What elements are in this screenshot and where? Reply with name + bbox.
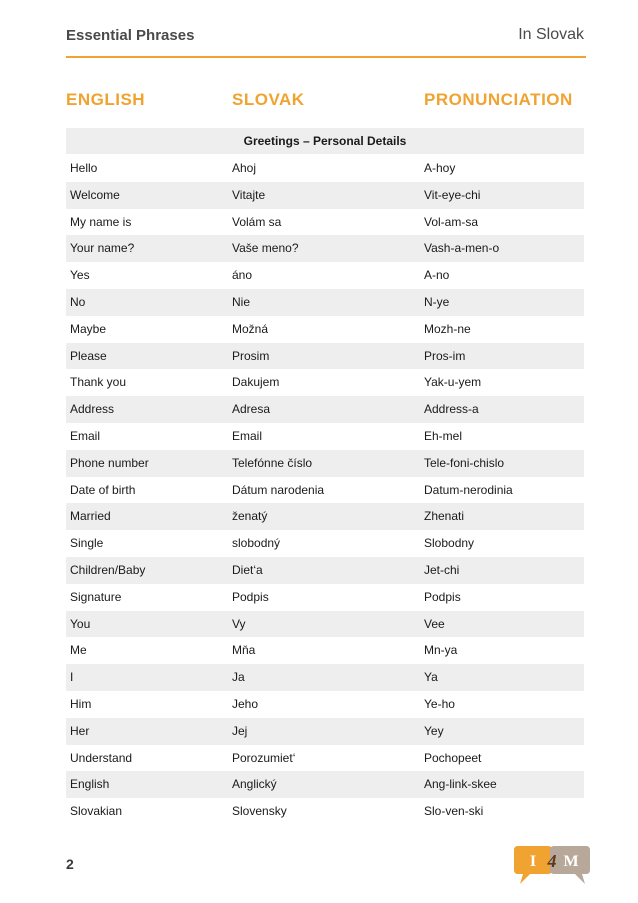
slovak-cell: Nie <box>232 294 251 309</box>
pronunciation-cell: Ya <box>424 670 438 685</box>
english-cell: You <box>70 616 91 631</box>
table-row <box>66 182 584 209</box>
table-row <box>66 637 584 664</box>
table-row <box>66 343 584 370</box>
slovak-cell: Mňa <box>232 643 256 658</box>
pronunciation-cell: Yey <box>424 723 444 738</box>
slovak-cell: Dakujem <box>232 375 280 390</box>
slovak-cell: Vaše meno? <box>232 241 299 256</box>
pronunciation-cell: Ye-ho <box>424 696 455 711</box>
pronunciation-cell: Mozh-ne <box>424 321 471 336</box>
table-row <box>66 584 584 611</box>
slovak-cell: Možná <box>232 321 269 336</box>
column-heading-pronunciation: PRONUNCIATION <box>424 90 573 109</box>
table-row <box>66 477 584 504</box>
page-number: 2 <box>66 856 74 872</box>
table-row <box>66 611 584 638</box>
slovak-cell: Volám sa <box>232 214 282 229</box>
english-cell: Her <box>70 723 90 738</box>
slovak-cell: Vy <box>232 616 246 631</box>
pronunciation-cell: Podpis <box>424 589 461 604</box>
slovak-cell: Ja <box>232 670 245 685</box>
english-cell: Your name? <box>70 241 135 256</box>
table-row <box>66 664 584 691</box>
slovak-cell: ženatý <box>232 509 268 524</box>
pronunciation-cell: Vash-a-men-o <box>424 241 500 256</box>
slovak-cell: Adresa <box>232 402 271 417</box>
table-row <box>66 316 584 343</box>
pronunciation-cell: Slo-ven-ski <box>424 804 484 819</box>
english-cell: Thank you <box>70 375 127 390</box>
header-divider <box>66 56 586 58</box>
english-cell: Email <box>70 428 101 443</box>
table-row <box>66 691 584 718</box>
slovak-cell: Jeho <box>232 696 259 711</box>
table-row <box>66 530 584 557</box>
english-cell: English <box>70 777 110 792</box>
slovak-cell: Jej <box>232 723 248 738</box>
slovak-cell: Prosim <box>232 348 270 363</box>
pronunciation-cell: A-hoy <box>424 161 456 175</box>
table-row <box>66 209 584 236</box>
english-cell: I <box>70 670 74 685</box>
header-language: In Slovak <box>518 26 584 43</box>
english-cell: Him <box>70 696 92 711</box>
pronunciation-cell: Yak-u-yem <box>424 375 482 390</box>
english-cell: Phone number <box>70 455 149 470</box>
english-cell: Single <box>70 536 104 551</box>
english-cell: Married <box>70 509 111 524</box>
page-header <box>66 22 584 48</box>
slovak-cell: Ahoj <box>232 161 257 175</box>
logo-letter-middle: 4 <box>547 851 557 871</box>
slovak-cell: slobodný <box>232 536 281 551</box>
english-cell: No <box>70 294 86 309</box>
pronunciation-cell: Datum-nerodinia <box>424 482 513 497</box>
pronunciation-cell: Slobodny <box>424 536 475 551</box>
english-cell: My name is <box>70 214 132 229</box>
slovak-cell: Diet‘a <box>232 562 263 577</box>
logo-icon <box>514 842 590 888</box>
english-cell: Date of birth <box>70 482 136 497</box>
table-row <box>66 262 584 289</box>
english-cell: Address <box>70 402 115 417</box>
pronunciation-cell: Pros-im <box>424 348 466 363</box>
table-row <box>66 503 584 530</box>
english-cell: Hello <box>70 161 98 175</box>
english-cell: Children/Baby <box>70 562 146 577</box>
slovak-cell: Dátum narodenia <box>232 482 325 497</box>
table-row <box>66 235 584 262</box>
column-heading-english: ENGLISH <box>66 90 146 109</box>
pronunciation-cell: Vee <box>424 616 445 631</box>
table-row <box>66 557 584 584</box>
slovak-cell: Anglický <box>232 777 277 792</box>
table-row <box>66 369 584 396</box>
pronunciation-cell: Vol-am-sa <box>424 214 479 229</box>
table-row <box>66 396 584 423</box>
pronunciation-cell: Address-a <box>424 402 479 417</box>
slovak-cell: áno <box>232 268 253 283</box>
slovak-cell: Email <box>232 428 263 443</box>
pronunciation-cell: A-no <box>424 268 450 283</box>
table-row <box>66 798 584 825</box>
english-cell: Me <box>70 643 87 658</box>
slovak-cell: Podpis <box>232 589 269 604</box>
english-cell: Slovakian <box>70 804 123 819</box>
pronunciation-cell: Mn-ya <box>424 643 458 658</box>
pronunciation-cell: Vit-eye-chi <box>424 187 481 202</box>
english-cell: Yes <box>70 268 90 283</box>
slovak-cell: Slovensky <box>232 804 287 819</box>
pronunciation-cell: Pochopeet <box>424 750 482 765</box>
section-title: Greetings – Personal Details <box>66 128 584 154</box>
table-row <box>66 289 584 316</box>
slovak-cell: Telefónne číslo <box>232 455 313 470</box>
pronunciation-cell: Zhenati <box>424 509 465 524</box>
english-cell: Maybe <box>70 321 107 336</box>
table-row <box>66 745 584 772</box>
column-headings <box>66 90 584 114</box>
english-cell: Signature <box>70 589 122 604</box>
pronunciation-cell: Jet-chi <box>424 562 460 577</box>
logo-letter-right: M <box>563 853 579 870</box>
english-cell: Please <box>70 348 107 363</box>
pronunciation-cell: Tele-foni-chislo <box>424 455 505 470</box>
column-heading-slovak: SLOVAK <box>232 90 305 109</box>
table-row <box>66 155 584 182</box>
slovak-cell: Porozumiet‘ <box>232 750 296 765</box>
table-row <box>66 718 584 745</box>
english-cell: Welcome <box>70 187 120 202</box>
table-row <box>66 771 584 798</box>
slovak-cell: Vitajte <box>232 187 266 202</box>
english-cell: Understand <box>70 750 133 765</box>
header-title: Essential Phrases <box>66 26 195 44</box>
logo-letter-left: I <box>529 853 537 870</box>
pronunciation-cell: Ang-link-skee <box>424 777 497 792</box>
pronunciation-cell: N-ye <box>424 294 450 309</box>
phrase-table <box>66 155 584 825</box>
table-row <box>66 423 584 450</box>
pronunciation-cell: Eh-mel <box>424 428 463 443</box>
table-row <box>66 450 584 477</box>
